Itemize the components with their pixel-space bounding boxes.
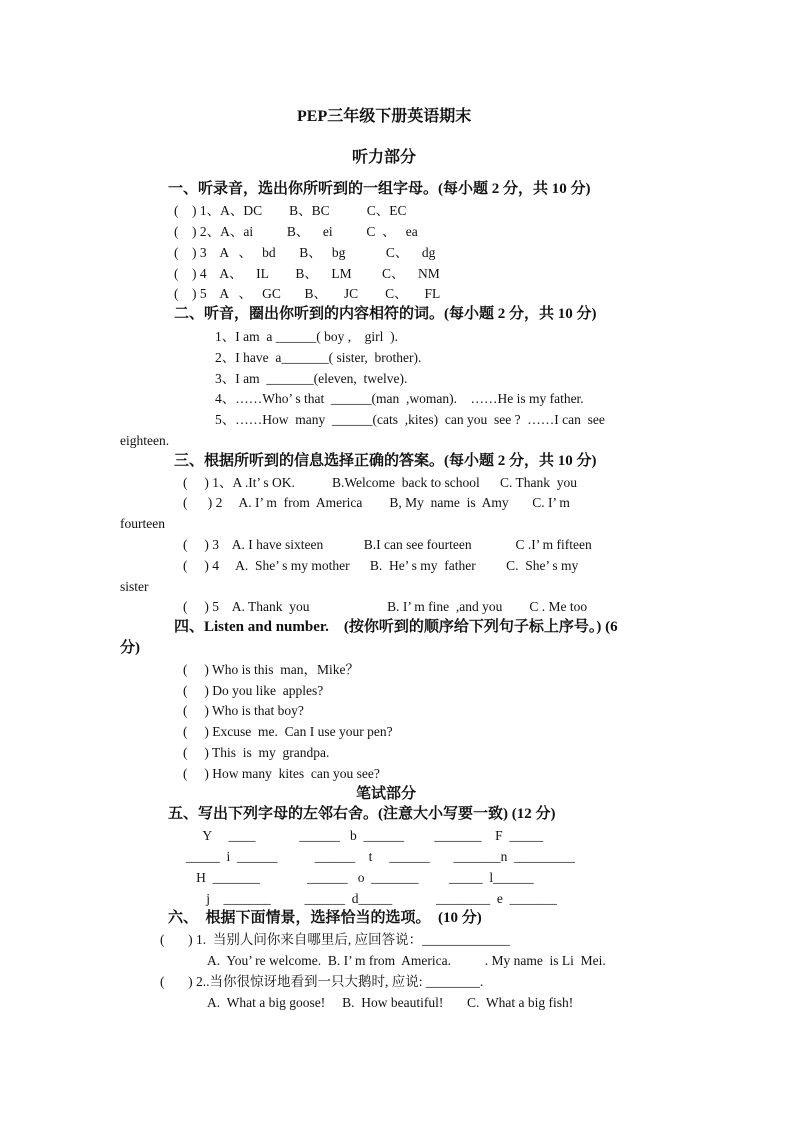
section-4-item: ( ) Who is this man，Mike？ bbox=[183, 662, 359, 677]
section-6-options: A. You’ re welcome. B. I’ m from America. . My name is Li Mei. bbox=[207, 953, 606, 968]
section-3-item-continuation: sister bbox=[120, 579, 149, 594]
section-6-question: ( ) 2..当你很惊讶地看到一只大鹅时, 应说: ________. bbox=[160, 974, 484, 989]
letter-row: j _______ ______ d_____ ________ e _______ bbox=[186, 891, 557, 906]
section-1-item: ( ) 1、A、DC B、BC C、EC bbox=[174, 203, 407, 218]
letter-row: Y ____ ______ b ______ _______ F _____ bbox=[186, 828, 544, 843]
section-2-item-continuation: eighteen. bbox=[120, 433, 170, 448]
section-2-item: 1、I am a ______( boy , girl ). bbox=[215, 329, 398, 344]
section-3-item: ( ) 4 A. She’ s my mother B. He’ s my father C. She’ s my bbox=[183, 558, 579, 573]
section-3-item-continuation: fourteen bbox=[120, 516, 165, 531]
section-6-heading: 六、 根据下面情景，选择恰当的选项。 (10 分) bbox=[168, 910, 482, 926]
section-2-item: 4、……Who’ s that ______(man ,woman). ……He is my father. bbox=[215, 391, 584, 406]
section-3-heading: 三、根据所听到的信息选择正确的答案。(每小题 2 分，共 10 分) bbox=[174, 453, 597, 469]
section-1-item: ( ) 2、A、ai B、 ei C 、 ea bbox=[174, 224, 418, 239]
section-1-heading: 一、听录音，选出你所听到的一组字母。(每小题 2 分，共 10 分) bbox=[168, 181, 591, 197]
page-title: PEP三年级下册英语期末 bbox=[297, 108, 472, 125]
section-3-item: ( ) 3 A. I have sixteen B.I can see fourteen C .I’ m fifteen bbox=[183, 537, 592, 552]
section-5-heading: 五、写出下列字母的左邻右舍。(注意大小写要一致) (12 分) bbox=[168, 806, 556, 822]
section-3-item: ( ) 1、A .It’ s OK. B.Welcome back to school C. Thank you bbox=[183, 475, 577, 490]
section-6-question: ( ) 1. 当别人问你来自哪里后, 应回答说：_____________ bbox=[160, 932, 510, 947]
section-2-heading: 二、听音，圈出你听到的内容相符的词。(每小题 2 分，共 10 分) bbox=[174, 306, 597, 322]
section-4-item: ( ) Do you like apples? bbox=[183, 683, 324, 698]
section-3-item: ( ) 5 A. Thank you B. I’ m fine ,and you C . Me too bbox=[183, 599, 588, 614]
section-4-heading-continuation: 分) bbox=[120, 640, 140, 656]
letter-row: _____ i ______ ______ t ______ _______n _________ bbox=[186, 849, 575, 864]
section-4-item: ( ) Who is that boy? bbox=[183, 703, 304, 718]
section-3-item: ( ) 2 A. I’ m from America B, My name is Amy C. I’ m bbox=[183, 495, 570, 510]
section-1-item: ( ) 5 A 、 GC B、 JC C、 FL bbox=[174, 286, 441, 301]
section-2-item: 3、I am _______(eleven, twelve). bbox=[215, 371, 408, 386]
section-4-heading: 四、Listen and number. (按你听到的顺序给下列句子标上序号。) (6 bbox=[174, 619, 618, 635]
section-4-item: ( ) This is my grandpa. bbox=[183, 745, 330, 760]
section-2-item: 2、I have a_______( sister, brother). bbox=[215, 350, 422, 365]
section-2-item: 5、……How many ______(cats ,kites) can you see ? ……I can see bbox=[215, 412, 605, 427]
section-4-item: ( ) Excuse me. Can I use your pen? bbox=[183, 724, 393, 739]
letter-row: H _______ ______ o _______ _____ l______ bbox=[186, 870, 534, 885]
section-4-item: ( ) How many kites can you see? bbox=[183, 766, 380, 781]
listening-header: 听力部分 bbox=[352, 149, 417, 166]
section-1-item: ( ) 4 A、 IL B、 LM C、 NM bbox=[174, 266, 440, 281]
section-1-item: ( ) 3 A 、 bd B、 bg C、 dg bbox=[174, 245, 436, 260]
writing-header: 笔试部分 bbox=[356, 786, 417, 802]
section-6-options: A. What a big goose! B. How beautiful! C. What a big fish! bbox=[207, 995, 574, 1010]
